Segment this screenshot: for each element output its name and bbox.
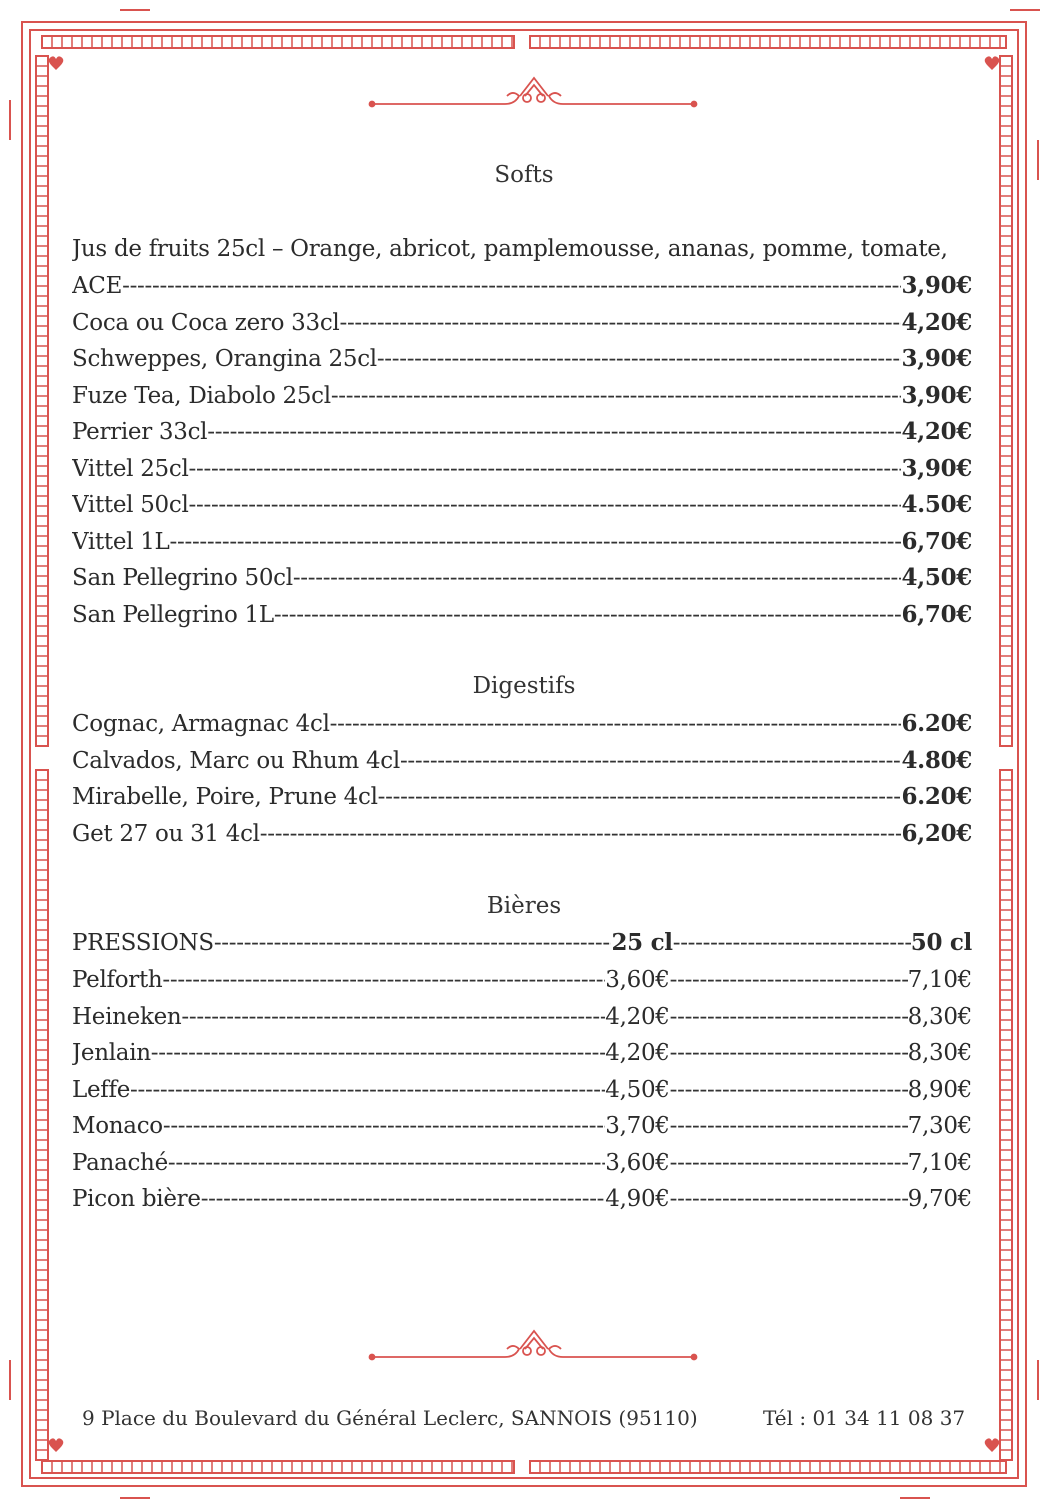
dotted-leader [378, 779, 902, 815]
section-title-bieres: Bières [486, 893, 562, 919]
item-name: San Pellegrino 1L [72, 601, 274, 628]
dotted-leader [330, 706, 902, 742]
item-name: Coca ou Coca zero 33cl [72, 309, 340, 336]
price-50cl: 7,30€ [907, 1113, 972, 1139]
price-25cl: 3,70€ [605, 1113, 670, 1139]
dotted-leader [189, 487, 902, 523]
beer-row [72, 1108, 972, 1144]
price-50cl: 50 cl [910, 929, 972, 956]
dotted-leader [274, 597, 902, 633]
item-name: Calvados, Marc ou Rhum 4cl [72, 747, 400, 774]
dotted-leader [670, 999, 908, 1035]
dotted-leader [151, 1035, 605, 1071]
dotted-leader [377, 341, 902, 377]
dotted-leader [670, 962, 908, 998]
item-name: Vittel 50cl [72, 492, 189, 518]
section-title-softs: Softs [494, 162, 554, 188]
dotted-leader [260, 816, 902, 852]
menu-item-row [72, 524, 972, 560]
dotted-leader [673, 925, 911, 961]
menu-item-row [72, 414, 972, 450]
dotted-leader [168, 1145, 605, 1181]
menu-item-row [72, 487, 972, 523]
dotted-leader [670, 1072, 908, 1108]
item-price: 6,70€ [901, 600, 972, 628]
price-25cl: 25 cl [611, 929, 673, 956]
ornament-top-icon [370, 78, 697, 107]
item-price: 6,70€ [901, 527, 972, 555]
menu-item-row [72, 378, 972, 414]
dotted-leader [207, 414, 901, 450]
dotted-leader [214, 925, 612, 961]
item-price: 3,90€ [901, 381, 972, 409]
item-name: PRESSIONS [72, 930, 214, 956]
softs-intro: Jus de fruits 25cl – Orange, abricot, pamplemousse, ananas, pomme, tomate, [72, 236, 948, 262]
price-25cl: 3,60€ [605, 967, 670, 993]
item-name: Vittel 1L [72, 528, 170, 555]
item-name: ACE [72, 273, 123, 299]
dotted-leader [331, 378, 902, 414]
dotted-leader [189, 451, 902, 487]
item-price: 6.20€ [901, 710, 972, 737]
item-price: 3,90€ [901, 454, 972, 482]
menu-item-row [72, 268, 972, 304]
item-price: 4.80€ [901, 746, 972, 774]
beer-row [72, 1181, 972, 1217]
menu-item-row [72, 779, 972, 815]
menu-item-row [72, 743, 972, 779]
menu-item-row [72, 706, 972, 742]
menu-item-row [72, 305, 972, 341]
dotted-leader [670, 1108, 908, 1144]
price-50cl: 7,10€ [907, 967, 972, 993]
footer-phone: Tél : 01 34 11 08 37 [763, 1406, 966, 1430]
dotted-leader [670, 1181, 908, 1217]
price-25cl: 3,60€ [605, 1149, 670, 1176]
menu-item-row [72, 560, 972, 596]
item-price: 4,20€ [901, 308, 972, 336]
dotted-leader [170, 524, 902, 560]
item-name: Panaché [72, 1149, 168, 1176]
dotted-leader [400, 743, 902, 779]
item-name: Leffe [72, 1076, 131, 1103]
price-50cl: 8,30€ [907, 1003, 972, 1030]
dotted-leader [201, 1181, 606, 1217]
beer-row [72, 1072, 972, 1108]
dotted-leader [670, 1035, 908, 1071]
price-25cl: 4,90€ [605, 1186, 670, 1212]
dotted-leader [130, 1072, 605, 1108]
footer-address: 9 Place du Boulevard du Général Leclerc, SANNOIS (95110) [82, 1406, 698, 1430]
menu-item-row [72, 597, 972, 633]
item-name: Picon bière [72, 1186, 201, 1212]
beer-row [72, 1035, 972, 1071]
item-name: Cognac, Armagnac 4cl [72, 711, 330, 737]
dotted-leader [162, 962, 605, 998]
price-25cl: 4,20€ [605, 1003, 670, 1030]
item-name: Pelforth [72, 967, 163, 993]
dotted-leader [122, 268, 901, 304]
item-name: Vittel 25cl [72, 455, 189, 482]
price-25cl: 4,20€ [605, 1040, 670, 1066]
item-price: 4.50€ [901, 491, 972, 518]
item-name: Mirabelle, Poire, Prune 4cl [72, 784, 378, 810]
item-name: Monaco [72, 1113, 163, 1139]
price-25cl: 4,50€ [605, 1076, 670, 1103]
beer-row [72, 962, 972, 998]
item-price: 4,20€ [901, 418, 972, 445]
beer-row [72, 999, 972, 1035]
item-name: Jenlain [72, 1040, 151, 1066]
dotted-leader [339, 305, 901, 341]
section-title-digestifs: Digestifs [472, 673, 576, 699]
ornament-bottom-icon [370, 1331, 697, 1360]
dotted-leader [293, 560, 902, 596]
beer-row [72, 925, 972, 961]
item-price: 3,90€ [901, 272, 972, 299]
item-name: San Pellegrino 50cl [72, 565, 293, 591]
item-name: Heineken [72, 1003, 182, 1030]
price-50cl: 7,10€ [907, 1149, 972, 1176]
item-name: Perrier 33cl [72, 419, 208, 445]
dotted-leader [670, 1145, 908, 1181]
price-50cl: 8,90€ [907, 1076, 972, 1103]
price-50cl: 8,30€ [907, 1040, 972, 1066]
item-name: Get 27 ou 31 4cl [72, 820, 260, 847]
menu-item-row [72, 451, 972, 487]
item-price: 6.20€ [901, 783, 972, 810]
item-price: 4,50€ [901, 564, 972, 591]
item-name: Fuze Tea, Diabolo 25cl [72, 382, 331, 409]
dotted-leader [181, 999, 605, 1035]
beer-row [72, 1145, 972, 1181]
menu-item-row [72, 816, 972, 852]
item-name: Schweppes, Orangina 25cl [72, 346, 377, 372]
dotted-leader [163, 1108, 605, 1144]
item-price: 6,20€ [901, 819, 972, 847]
menu-item-row [72, 341, 972, 377]
item-price: 3,90€ [901, 345, 972, 372]
price-50cl: 9,70€ [907, 1186, 972, 1212]
